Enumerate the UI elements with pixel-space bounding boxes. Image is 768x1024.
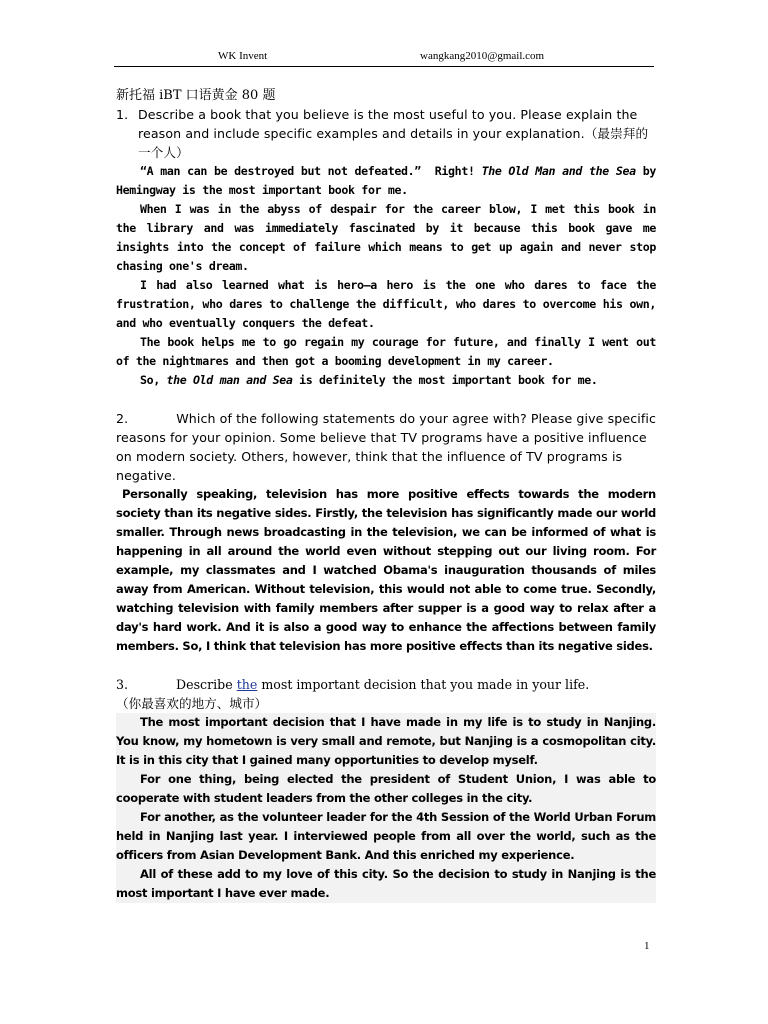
answer-1-book-title: The Old Man and the Sea [481, 164, 636, 178]
answer-1-paragraph-1 [116, 162, 656, 200]
header-email: wangkang2010@gmail.com [420, 50, 545, 62]
question-3-link[interactable]: the [236, 677, 258, 692]
question-3 [116, 675, 656, 713]
answer-1-quote: “A man can be destroyed but not defeated.” [140, 164, 421, 178]
question-1-note: （最崇拜的一个人） [138, 126, 649, 160]
answer-1-so: So, [140, 373, 160, 387]
answer-1-paragraph-5 [116, 371, 656, 390]
answer-3-paragraph-4: All of these add to my love of this city. So the decision to study in Nanjing is the most important I have ever made. [116, 867, 656, 900]
question-3-number: 3. [116, 677, 129, 692]
question-1-text: Describe a book that you believe is the most useful to you. Please explain the reason and include specific examples and details in your explanation. [138, 107, 638, 141]
answer-1 [116, 162, 656, 390]
answer-1-right: Right! [434, 164, 475, 178]
document-body [116, 86, 656, 903]
answer-3-paragraph-2: For one thing, being elected the president of Student Union, I was able to cooperate with student leaders from the other colleges in the city. [116, 772, 656, 805]
answer-1-paragraph-4: The book helps me to go regain my courage for future, and finally I went out of the nightmares and then got a booming development in my career. [116, 335, 656, 368]
page-header [114, 50, 654, 67]
answer-1-paragraph-2: When I was in the abyss of despair for the career blow, I met this book in the library and was immediately fascinated by it because this book gave me insights into the concept of failure which means to get up again and never stop chasing one's dream. [116, 202, 656, 273]
question-3-post: most important decision that you made in your life. [261, 677, 590, 692]
question-2-number: 2. [116, 411, 129, 426]
answer-1-intro-rest: by Hemingway is the most important book for me. [116, 164, 657, 197]
answer-3-paragraph-3: For another, as the volunteer leader for the 4th Session of the World Urban Forum held in Nanjing last year. I interviewed people from all over the world, such as the officers from Asian Development Bank. And this enriched my experience. [116, 810, 656, 862]
answer-2 [116, 485, 656, 656]
question-3-note: （你最喜欢的地方、城市） [116, 696, 268, 711]
question-1 [116, 105, 656, 162]
page-number: 1 [644, 940, 650, 952]
answer-2-paragraph: Personally speaking, television has more positive effects towards the modern society than its negative sides. Firstly, the television has significantly made our world smaller. Through news broadcasting in the television, we can be informed of what is happening in all around the world even without stepping out our living room. For example, my classmates and I watched Obama's inauguration thousands of miles away from American. Without television, this would not able to come true. Secondly, watching television with family members after supper is a good way to relax after a day's hard work. And it is also a good way to enhance the affections between family members. So, I think that television has more positive effects than its negative sides. [116, 487, 656, 653]
header-author: WK Invent [218, 50, 268, 62]
document-title: 新托福 iBT 口语黄金 80 题 [116, 88, 276, 103]
question-1-number: 1. [116, 107, 129, 122]
question-3-pre: Describe [176, 677, 233, 692]
answer-1-conclusion: is definitely the most important book for me. [299, 373, 598, 387]
answer-1-paragraph-3: I had also learned what is hero—a hero is the one who dares to face the frustration, who dares to challenge the difficult, who dares to overcome his own, and who eventually conquers the defeat. [116, 278, 656, 330]
answer-1-book-title-2: the Old man and Sea [166, 373, 293, 387]
question-2 [116, 409, 656, 485]
question-2-text: Which of the following statements do your agree with? Please give specific reasons for your opinion. Some believe that TV programs have a positive influence on modern society. Others, however, think that the influence of TV programs is negative. [116, 411, 656, 483]
answer-3 [116, 713, 656, 903]
answer-3-paragraph-1: The most important decision that I have made in my life is to study in Nanjing. You know, my hometown is very small and remote, but Nanjing is a cosmopolitan city. It is in this city that I gained many opportunities to develop myself. [116, 715, 656, 767]
